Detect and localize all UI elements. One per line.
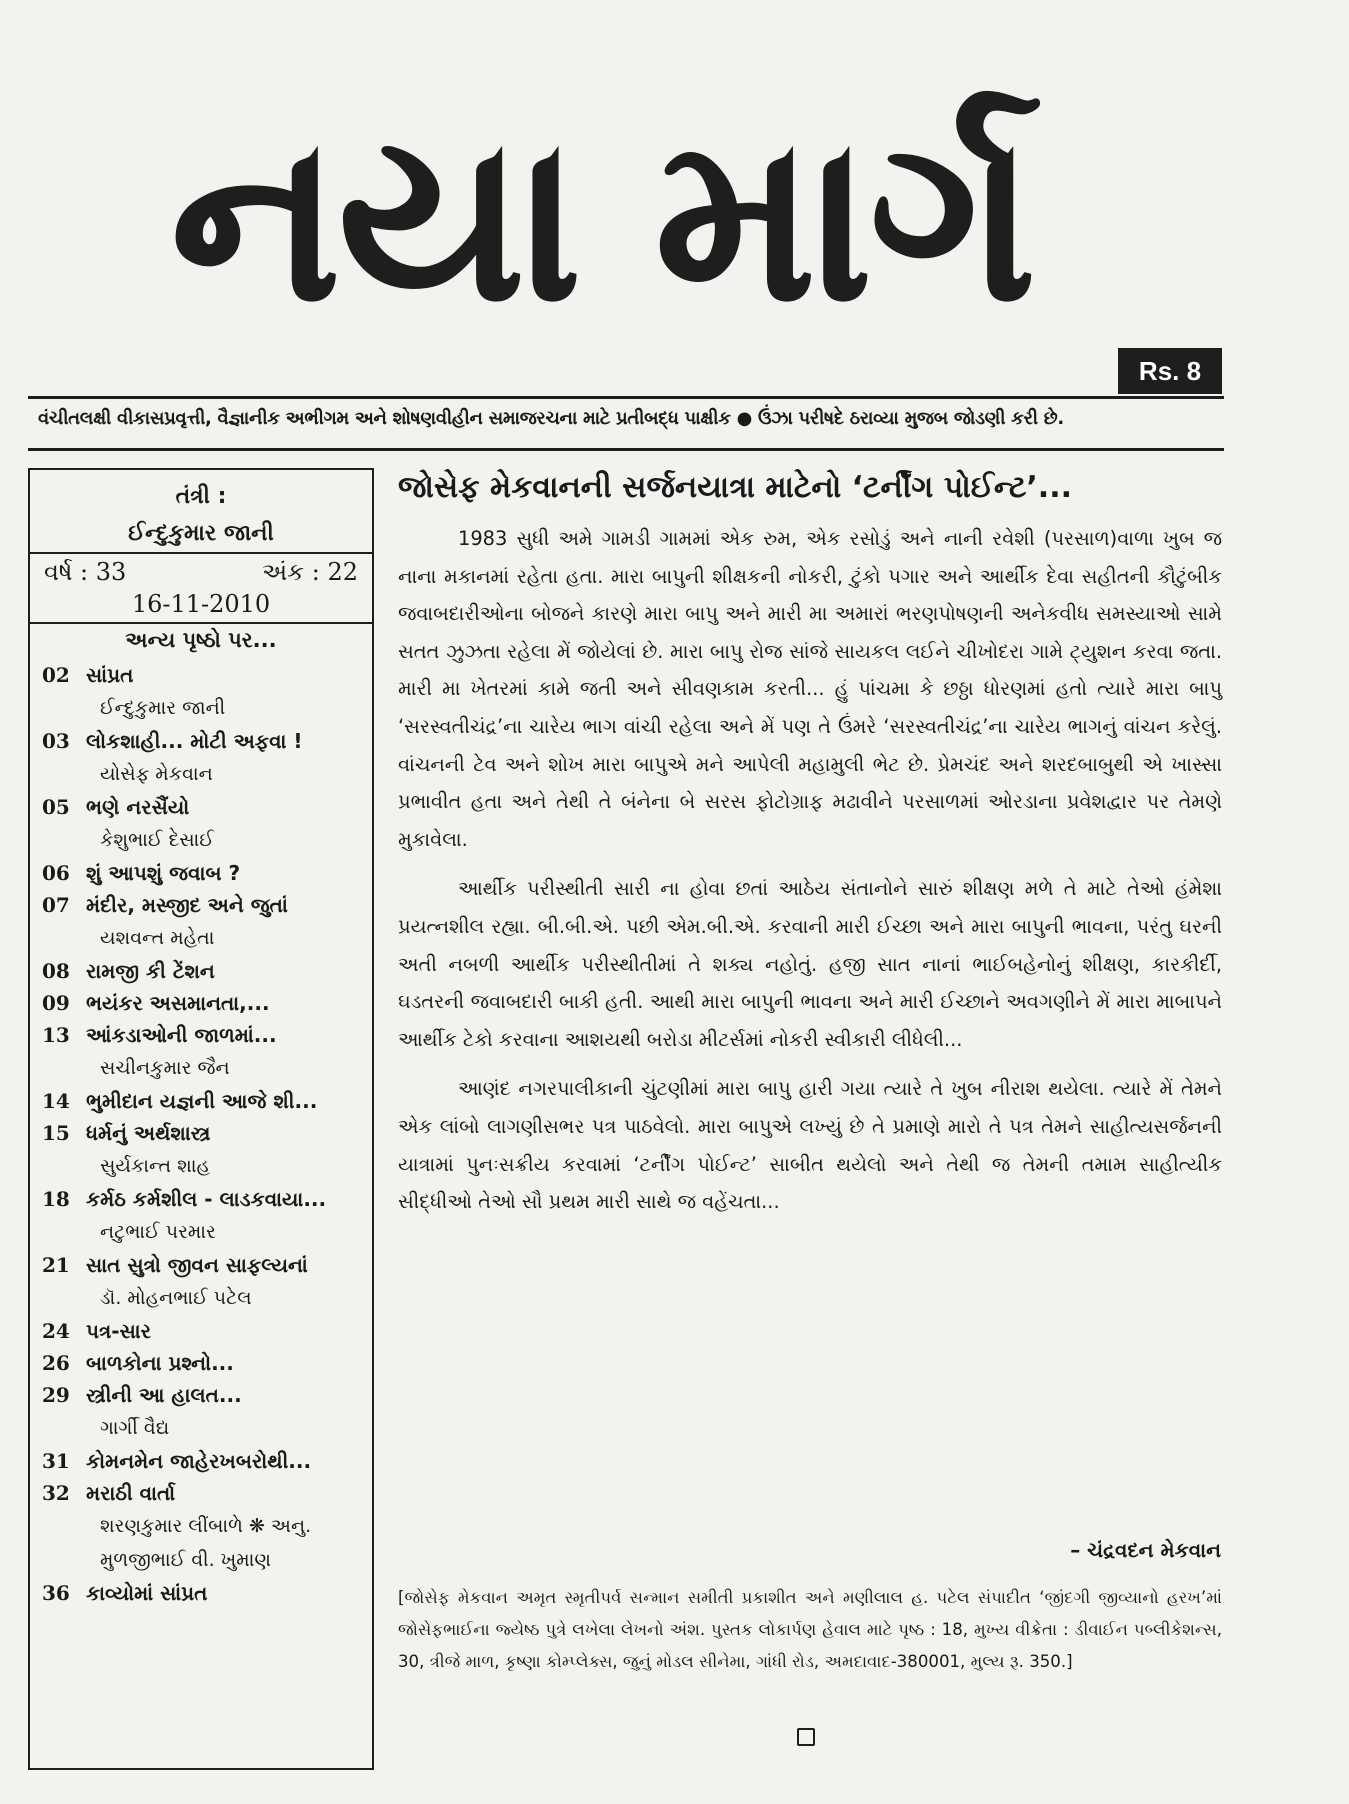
toc-article-title: સ્ત્રીની આ હાલત... [86,1383,242,1407]
toc-article-title: કર્મઠ કર્મશીલ - લાડકવાયા... [86,1187,327,1211]
toc-page-number: 32 [42,1481,70,1505]
masthead-bottom-rule [28,448,1224,451]
issue-info-row [30,558,372,586]
sidebar-box [28,468,374,1770]
toc-item [30,1183,372,1215]
article-byline: – ચંદ્રવદન મેકવાન [1070,1538,1221,1562]
toc-article-title: સાત સુત્રો જીવન સાફલ્યનાં [86,1253,308,1277]
toc-page-number: 21 [42,1253,70,1277]
toc-article-title: ધર્મનું અર્થશાસ્ત્ર [86,1121,211,1145]
toc-item [30,659,372,691]
masthead-top-rule [28,396,1224,399]
toc-item [30,1117,372,1149]
toc-article-title: શું આપશું જવાબ ? [86,861,241,885]
toc-article-title: કાવ્યોમાં સાંપ્રત [86,1581,208,1605]
toc-page-number: 36 [42,1581,70,1605]
toc-page-number: 15 [42,1121,70,1145]
toc-item [30,1477,372,1509]
article-body [398,520,1222,1233]
toc-article-title: બાળકોના પ્રશ્નો... [86,1351,234,1375]
toc-article-title: મંદીર, મસ્જીદ અને જુતાં [86,893,288,917]
toc-article-title: મરાઠી વાર્તા [86,1481,176,1505]
editor-name: ઈન્દુકુમાર જાની [128,521,274,546]
toc-article-title: ભણે નરસૈંયો [86,795,190,819]
toc-item [30,987,372,1019]
toc-author: સચીનકુમાર જૈન [100,1057,230,1079]
toc-page-number: 24 [42,1319,70,1343]
toc-list [30,659,372,1609]
issue-date-row [30,590,372,618]
toc-author: ઈન્દુકુમાર જાની [100,697,226,719]
toc-author: ગાર્ગી વૈદ્ય [100,1417,170,1439]
toc-article-title: કોમનમેન જાહેરખબરોથી... [86,1449,312,1473]
toc-page-number: 02 [42,663,70,687]
toc-item [30,725,372,757]
toc-page-number: 05 [42,795,70,819]
toc-article-title: પત્ર-સાર [86,1319,152,1343]
toc-article-title: સાંપ્રત [86,663,134,687]
toc-author: ડૉ. મોહનભાઈ પટેલ [100,1287,252,1309]
toc-author: યોસેફ મેકવાન [100,763,213,785]
toc-item [30,1315,372,1347]
toc-page-number: 03 [42,729,70,753]
toc-article-title: આંકડાઓની જાળમાં... [86,1023,277,1047]
sidebar-divider [30,552,372,554]
article-paragraph: 1983 સુધી અમે ગામડી ગામમાં એક રુમ, એક રસોડું અને નાની રવેશી (પરસાળ)વાળા ખુબ જ નાના મકાનમાં રહેતા હતા. મારા બાપુની શીક્ષકની નોકરી, ટુંકો પગાર અને આર્થીક દેવા સહીતની કૌટુંબીક જવાબદારીઓના બોજને કારણે મારા બાપુ અને મારી મા અમારાં ભરણપોષણની અનેકવીધ સમસ્યાઓ સામે સતત ઝુઝતા રહેલા મેં જોયેલાં છે. મારા બાપુ રોજ સાંજે સાયકલ લઈને ચીખોદરા ગામે ટ્યુશન કરવા જતા. મારી મા ખેતરમાં કામે જતી અને સીવણકામ કરતી... હું પાંચમા કે છઠ્ઠા ધોરણમાં હતો ત્યારે મારા બાપુ ‘સરસ્વતીચંદ્ર’ના ચારેય ભાગ વાંચી રહેલા અને મેં પણ તે ઉંમરે ‘સરસ્વતીચંદ્ર’ના ચારેય ભાગનું વાંચન કરેલું. વાંચનની ટેવ અને શોખ મારા બાપુએ મને આપેલી મહામુલી ભેટ છે. પ્રેમચંદ અને શરદબાબુથી એ ખાસ્સા પ્રભાવીત હતા અને તેથી તે બંનેના બે સરસ ફોટોગ્રાફ મઢાવીને પરસાળમાં ઓરડાના પ્રવેશદ્વાર પર તેમણે મુકાવેલા. [398,527,1222,851]
toc-page-number: 07 [42,893,70,917]
price-badge: Rs. 8 [1118,348,1222,394]
toc-item [30,1577,372,1609]
toc-item [30,1019,372,1051]
toc-page-number: 08 [42,959,70,983]
end-mark-icon [797,1728,815,1746]
toc-author: મુળજીભાઈ વી. ખુમાણ [100,1549,271,1571]
toc-author: સુર્યકાન્ત શાહ [100,1155,210,1177]
article-headline: જોસેફ મેકવાનની સર્જનયાત્રા માટેનો ‘ટર્નીંગ પોઈન્ટ’... [398,470,1072,505]
issue-label: અંક : 22 [261,558,358,586]
sidebar-divider [30,622,372,624]
toc-page-number: 06 [42,861,70,885]
toc-page-number: 26 [42,1351,70,1375]
toc-title: અન્ય પૃષ્ઠો પર... [125,628,277,652]
toc-item [30,857,372,889]
toc-page-number: 13 [42,1023,70,1047]
article-source-note: [જોસેફ મેકવાન અમૃત સ્મૃતીપર્વ સન્માન સમીતી પ્રકાશીત અને મણીલાલ હ. પટેલ સંપાદીત ‘જીંદગી જીવ્યાનો હરખ’માં જોસેફભાઈના જ્યેષ્ઠ પુત્રે લખેલા લેખનો અંશ. પુસ્તક લોકાર્પણ હેવાલ માટે પૃષ્ઠ : 18, મુખ્ય વીક્રેતા : ડીવાઈન પબ્લીકેશન્સ, 30, ત્રીજે માળ, કૃષ્ણા કોમ્પ્લેક્સ, જુનું મોડલ સીનેમા, ગાંધી રોડ, અમદાવાદ-380001, મુલ્ય રૂ. 350.] [398,1588,1222,1671]
toc-author: નટુભાઈ પરમાર [100,1221,216,1243]
toc-author: શરણકુમાર લીંબાળે ❋ અનુ. [100,1515,312,1537]
toc-page-number: 14 [42,1089,70,1113]
toc-item [30,1249,372,1281]
toc-item [30,1445,372,1477]
toc-article-title: રામજી કી ટેંશન [86,959,215,983]
toc-item [30,1347,372,1379]
toc-page-number: 29 [42,1383,70,1407]
toc-article-title: લોકશાહી... મોટી અફવા ! [86,729,303,753]
toc-page-number: 09 [42,991,70,1015]
toc-page-number: 18 [42,1187,70,1211]
toc-page-number: 31 [42,1449,70,1473]
toc-author: યશવન્ત મહેતા [100,927,215,949]
masthead-title: નયા માર્ગ [170,86,1033,353]
issue-date: 16-11-2010 [131,590,271,618]
year-label: વર્ષ : 33 [44,558,127,586]
toc-item [30,955,372,987]
toc-item [30,889,372,921]
toc-author: કેશુભાઈ દેસાઈ [100,829,214,851]
toc-article-title: ભયંકર અસમાનતા,... [86,991,270,1015]
article-paragraph: આર્થીક પરીસ્થીતી સારી ના હોવા છતાં આઠેય સંતાનોને સારું શીક્ષણ મળે તે માટે તેઓ હંમેશા પ્રયત્નશીલ રહ્યા. બી.બી.એ. પછી એમ.બી.એ. કરવાની મારી ઈચ્છા અને મારા બાપુની ભાવના, પરંતુ ઘરની અતી નબળી આર્થીક પરીસ્થીતીમાં તે શક્ય નહોતું. હજી સાત નાનાં ભાઈબહેનોનું શીક્ષણ, કારકીર્દી, ઘડતરની જવાબદારી બાકી હતી. આથી મારા બાપુની ભાવના અને મારી ઈચ્છાને અવગણીને મેં મારા માબાપને આર્થીક ટેકો કરવાના આશયથી બરોડા મીટર્સમાં નોકરી સ્વીકારી લીધેલી... [398,877,1222,1051]
masthead-tagline: વંચીતલક્ષી વીકાસપ્રવૃત્તી, વૈજ્ઞાનીક અભીગમ અને શોષણવીહીન સમાજરચના માટે પ્રતીબદ્ધ પાક્ષીક ● ઉંઝા પરીષદે ઠરાવ્યા મુજબ જોડણી કરી છે. [38,408,1064,429]
toc-item [30,1379,372,1411]
editor-label: તંત્રી : [175,484,227,509]
article-paragraph: આણંદ નગરપાલીકાની ચુંટણીમાં મારા બાપુ હારી ગયા ત્યારે તે ખુબ નીરાશ થયેલા. ત્યારે મેં તેમને એક લાંબો લાગણીસભર પત્ર પાઠવેલો. મારા બાપુએ લખ્યું છે તે પ્રમાણે મારો તે પત્ર તેમને સાહીત્યસર્જનની યાત્રામાં પુનઃસક્રીય કરવામાં ‘ટર્નીંગ પોઈન્ટ’ સાબીત થયેલો અને તેથી જ તેમની તમામ સાહીત્યીક સીદ્ધીઓ તેઓ સૌ પ્રથમ મારી સાથે જ વહેંચતા... [398,1077,1222,1214]
toc-article-title: ભુમીદાન યજ્ઞની આજે શી... [86,1089,318,1113]
toc-item [30,791,372,823]
toc-item [30,1085,372,1117]
